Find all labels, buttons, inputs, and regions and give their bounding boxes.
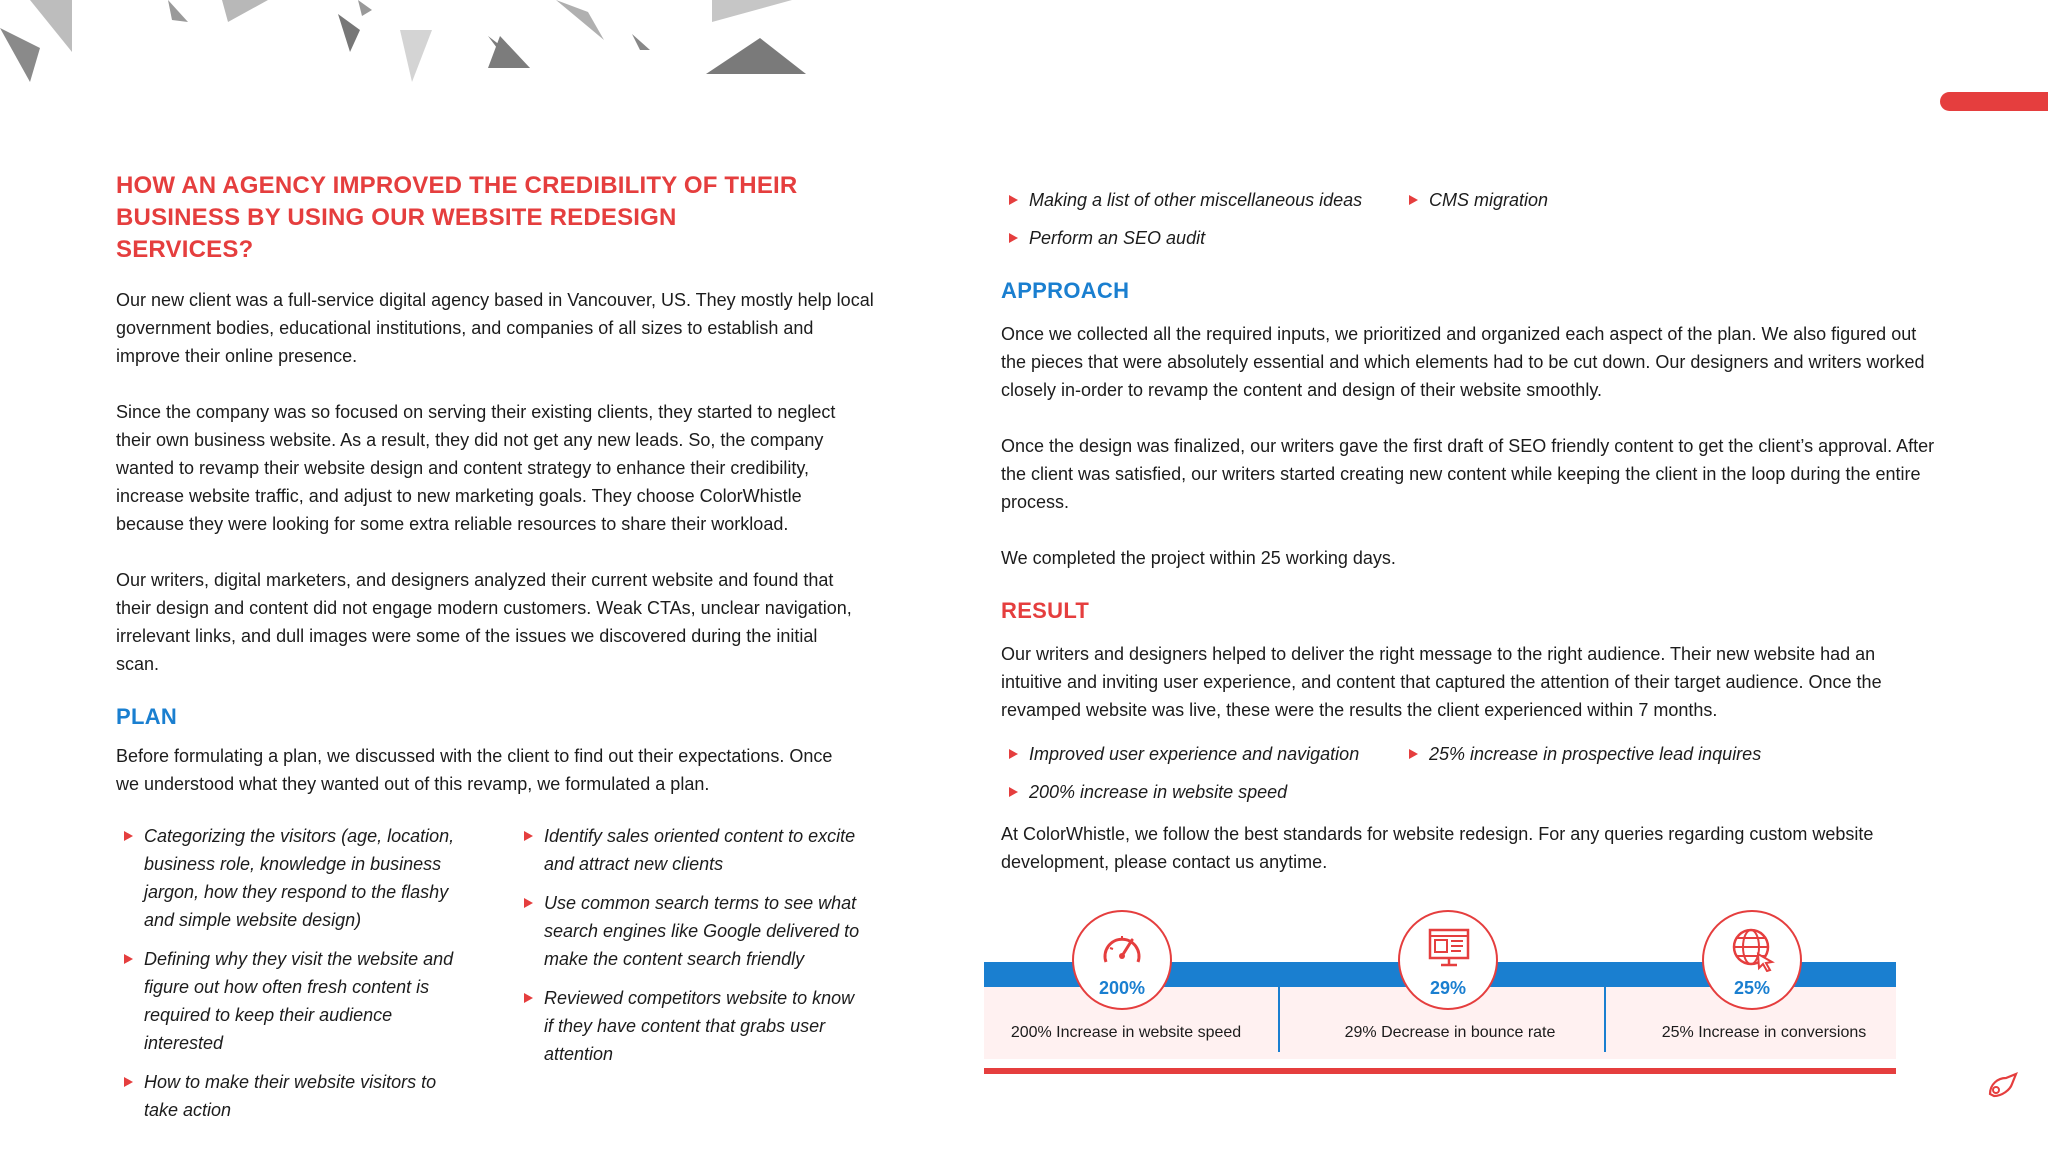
approach-paragraph-1: Once we collected all the required inputs, we prioritized and organized each aspect of the plan. We also figured out the pieces that were absolutely essential and which elements had to be cut down. Our designers and writers worked closely in-order to revamp the content and design of their website smoothly. bbox=[1001, 324, 1925, 400]
result-paragraph: Our writers and designers helped to deliver the right message to the right audience. Their new website had an intuitive and inviting user experience, and content that captured the attention of their target audience. Once the revamped website was live, these were the results the client experienced within 7 months. bbox=[1001, 644, 1882, 720]
closing-paragraph: At ColorWhistle, we follow the best standards for website redesign. For any queries regarding custom website development, please contact us anytime. bbox=[1001, 824, 1874, 872]
globe-cursor-icon bbox=[1730, 926, 1776, 972]
approach-paragraph-3: We completed the project within 25 working days. bbox=[1001, 548, 1396, 568]
decorative-triangles bbox=[0, 0, 840, 90]
approach-heading: APPROACH bbox=[1001, 278, 1130, 303]
results-stats-band bbox=[984, 910, 1896, 1076]
result-heading: RESULT bbox=[1001, 598, 1090, 623]
stat-circle bbox=[1398, 910, 1498, 1010]
analysis-paragraph: Our writers, digital marketers, and designers analyzed their current website and found that their design and content did not engage modern customers. Weak CTAs, unclear navigation, irrelevant links, and dull images were some of the issues we discovered during the initial scan. bbox=[116, 570, 852, 674]
list-item: Use common search terms to see what search engines like Google delivered to make the content search friendly bbox=[516, 889, 866, 973]
list-item: 25% increase in prospective lead inquires bbox=[1401, 740, 1801, 768]
stats-red-underline bbox=[984, 1068, 1896, 1074]
left-column bbox=[116, 170, 876, 1124]
list-item: Defining why they visit the website and figure out how often fresh content is required to keep their audience interested bbox=[116, 945, 474, 1057]
plan-bullet-grid bbox=[116, 822, 876, 1124]
brand-whistle-icon bbox=[1986, 1070, 2020, 1100]
list-item: Making a list of other miscellaneous ideas bbox=[1001, 186, 1401, 214]
result-bullet-grid bbox=[1001, 740, 1946, 806]
list-item: How to make their website visitors to take action bbox=[116, 1068, 444, 1124]
plan-heading: PLAN bbox=[116, 704, 178, 729]
plan-bullet-continuation bbox=[1001, 186, 1946, 252]
stat-label: 29% Decrease in bounce rate bbox=[1344, 1024, 1556, 1041]
stat-circle bbox=[1702, 910, 1802, 1010]
stat-value: 25% bbox=[1733, 978, 1771, 998]
list-item: Identify sales oriented content to excite and attract new clients bbox=[516, 822, 866, 878]
list-item: 200% increase in website speed bbox=[1001, 778, 1401, 806]
web-page-icon bbox=[1426, 926, 1472, 970]
red-accent-tab bbox=[1940, 92, 2048, 111]
list-item: CMS migration bbox=[1401, 186, 1801, 214]
background-paragraph: Since the company was so focused on serving their existing clients, they started to neglect their own business website. As a result, they did not get any new leads. So, the company wanted to revamp their website design and content strategy to enhance their credibility, increase website traffic, and adjust to new marketing goals. They choose ColorWhistle because they were looking for some extra reliable resources to share their workload. bbox=[116, 402, 836, 534]
stat-bounce-rate bbox=[1288, 910, 1592, 1060]
list-item: Reviewed competitors website to know if they have content that grabs user attention bbox=[516, 984, 866, 1068]
plan-paragraph: Before formulating a plan, we discussed with the client to find out their expectations. Once we understood what they wanted out of this revamp, we formulated a plan. bbox=[116, 746, 833, 794]
speedometer-icon bbox=[1100, 926, 1144, 970]
approach-paragraph-2: Once the design was finalized, our writers gave the first draft of SEO friendly content to get the client’s approval. After the client was satisfied, our writers started creating new content while keeping the client in the loop during the entire process. bbox=[1001, 436, 1935, 512]
stat-circle bbox=[1072, 910, 1172, 1010]
list-item: Improved user experience and navigation bbox=[1001, 740, 1401, 768]
right-column bbox=[1001, 186, 1946, 876]
list-item: Categorizing the visitors (age, location, business role, knowledge in business jargon, how they respond to the flashy and simple website design) bbox=[116, 822, 474, 934]
list-item: Perform an SEO audit bbox=[1001, 224, 1401, 252]
stat-website-speed bbox=[984, 910, 1288, 1060]
intro-paragraph: Our new client was a full-service digital agency based in Vancouver, US. They mostly help local government bodies, educational institutions, and companies of all sizes to establish and improve their online presence. bbox=[116, 290, 874, 366]
stat-label: 25% Increase in conversions bbox=[1661, 1024, 1867, 1041]
stat-value: 29% bbox=[1429, 978, 1467, 998]
stat-value: 200% bbox=[1098, 978, 1146, 998]
page-title: HOW AN AGENCY IMPROVED THE CREDIBILITY OF THEIR BUSINESS BY USING OUR WEBSITE REDESIGN SERVICES? bbox=[116, 172, 798, 263]
stat-conversions bbox=[1592, 910, 1896, 1060]
stat-label: 200% Increase in website speed bbox=[1010, 1024, 1242, 1041]
